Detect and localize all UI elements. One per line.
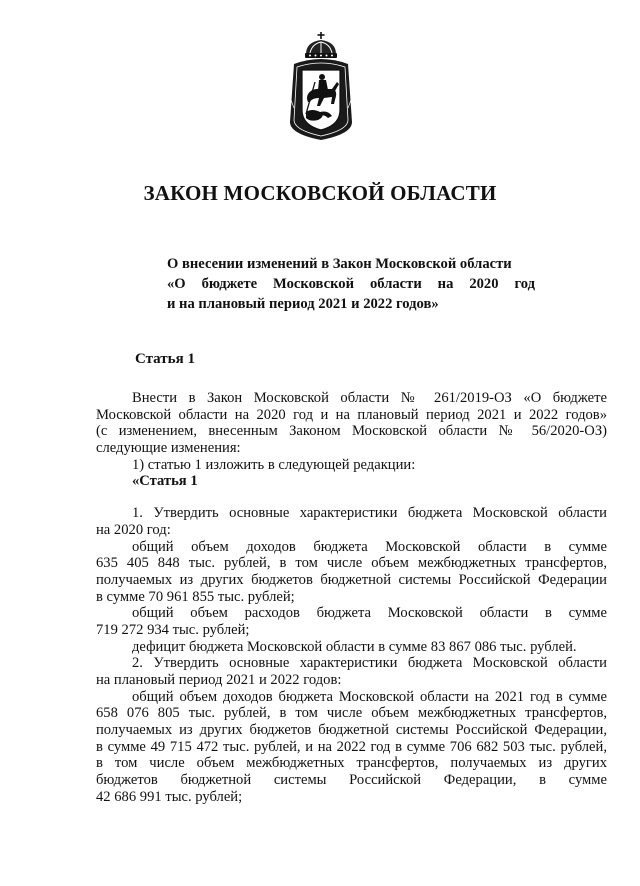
body-line: в сумме 49 715 472 тыс. рублей, и на 2022 год в сумме 706 682 503 тыс. рублей, xyxy=(96,738,607,755)
body-line: 42 686 991 тыс. рублей; xyxy=(96,788,243,805)
body-line: (с изменением, внесенным Законом Московской области № 56/2020-ОЗ) xyxy=(96,423,607,440)
body-line: получаемых из других бюджетов бюджетной системы Российской Федерации, xyxy=(96,722,607,739)
document-body xyxy=(96,390,607,806)
body-line: 1. Утвердить основные характеристики бюджета Московской области xyxy=(132,505,607,522)
body-line: 635 405 848 тыс. рублей, в том числе объем межбюджетных трансфертов, xyxy=(96,555,607,572)
article-heading: Статья 1 xyxy=(135,351,195,367)
spacer xyxy=(96,490,607,505)
body-line: бюджетов бюджетной системы Российской Федерации, в сумме xyxy=(96,772,607,789)
body-line: следующие изменения: xyxy=(96,440,241,457)
body-line: на плановый период 2021 и 2022 годов: xyxy=(96,672,342,688)
subtitle-line: и на плановый период 2021 и 2022 годов» xyxy=(167,296,439,312)
body-line: общий объем доходов бюджета Московской области на 2021 год в сумме xyxy=(132,688,607,705)
body-line: 2. Утвердить основные характеристики бюджета Московской области xyxy=(132,655,607,672)
body-line: общий объем расходов бюджета Московской области в сумме xyxy=(132,605,607,622)
body-line: в сумме 70 961 855 тыс. рублей; xyxy=(96,588,295,605)
quoted-article-heading: «Статья 1 xyxy=(132,473,198,490)
crown-icon xyxy=(305,32,337,58)
body-line: получаемых из других бюджетов бюджетной системы Российской Федерации xyxy=(96,571,607,588)
body-line: Внести в Закон Московской области № 261/2019-ОЗ «О бюджете xyxy=(132,390,607,406)
body-line: общий объем доходов бюджета Московской области в сумме xyxy=(132,538,607,555)
body-line: в том числе объем межбюджетных трансфертов, получаемых из других xyxy=(96,755,607,772)
body-line: 719 272 934 тыс. рублей; xyxy=(96,621,250,638)
body-line: Московской области на 2020 год и на плановый период 2021 и 2022 годов» xyxy=(96,406,607,423)
body-line: 1) статью 1 изложить в следующей редакции: xyxy=(132,456,416,473)
coat-of-arms-icon xyxy=(282,30,360,142)
body-line: дефицит бюджета Московской области в сумме 83 867 086 тыс. рублей. xyxy=(132,638,577,655)
body-line: на 2020 год: xyxy=(96,521,171,538)
document-title: ЗАКОН МОСКОВСКОЙ ОБЛАСТИ xyxy=(143,181,497,205)
subtitle-line: «О бюджете Московской области на 2020 год xyxy=(167,276,535,292)
document-subtitle xyxy=(167,254,535,314)
subtitle-line: О внесении изменений в Закон Московской области xyxy=(167,256,512,272)
body-line: 658 076 805 тыс. рублей, в том числе объем межбюджетных трансфертов, xyxy=(96,705,607,722)
